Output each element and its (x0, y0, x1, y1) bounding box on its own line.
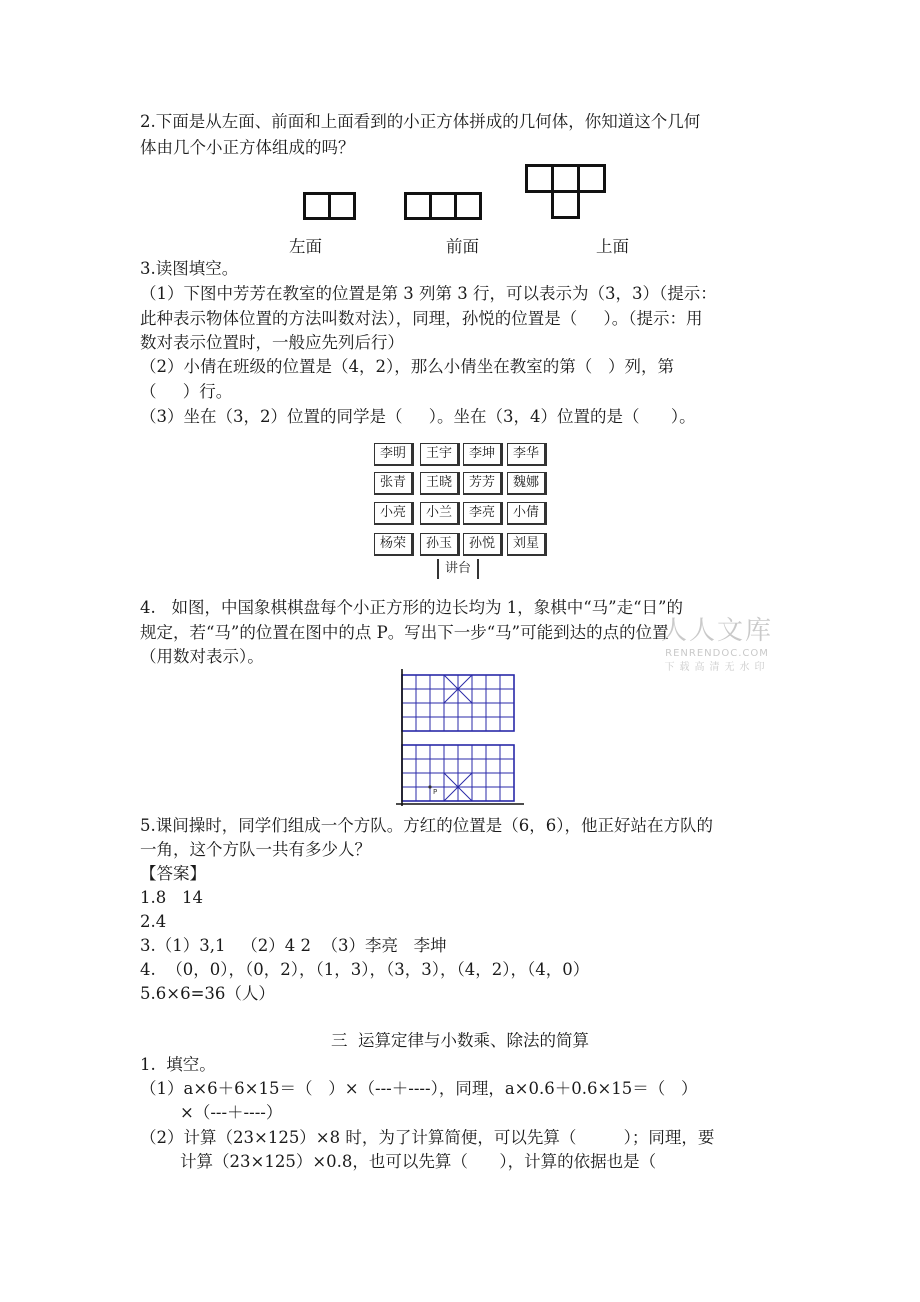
q5-line1: 5.课间操时，同学们组成一个方队。方红的位置是（6，6），他正好站在方队的 (140, 816, 713, 835)
q5-line2: 一角，这个方队一共有多少人？ (140, 840, 371, 859)
q3-part1-line2: 此种表示物体位置的方法叫数对法），同理，孙悦的位置是（ ）。（提示：用 (140, 309, 703, 328)
seat-r4-c3: 孙悦 (463, 533, 503, 556)
section3-sub2-line1: （2）计算（23×125）×8 时，为了计算简便，可以先算（ ）；同理，要 (140, 1128, 715, 1147)
podium: 讲台 (437, 559, 479, 579)
q4-line2: 规定，若“马”的位置在图中的点 P。写出下一步“马”可能到达的点的位置 (140, 623, 669, 642)
label-front-view: 前面 (446, 237, 479, 256)
seat-r3-c2: 小兰 (420, 502, 460, 525)
q3-part2-line1: （2）小倩在班级的位置是（4，2），那么小倩坐在教室的第（ ）列，第 (140, 357, 674, 376)
seat-r3-c1: 小亮 (374, 502, 414, 525)
q3-part1-line3: 数对表示位置时，一般应先列后行） (140, 333, 404, 352)
view-front-figure (404, 192, 483, 220)
q3-part3: （3）坐在（3，2）位置的同学是（ ）。坐在（3，4）位置的是（ ）。 (140, 407, 696, 426)
seat-r2-c4: 魏娜 (507, 472, 547, 495)
answer-5: 5.6×6=36（人） (140, 984, 275, 1003)
watermark-brand: 人人文库 (660, 616, 773, 646)
section3-sub1-line1: （1）a×6＋6×15＝（ ）×（---＋----），同理，a×0.6＋0.6×15＝（ ） (140, 1079, 698, 1098)
section3-q1: 1. 填空。 (140, 1055, 216, 1074)
point-p-label: P (433, 788, 438, 796)
seat-r1-c4: 李华 (507, 443, 547, 466)
answers-header: 【答案】 (140, 864, 206, 883)
chess-board-figure (394, 667, 524, 807)
seat-r1-c1: 李明 (374, 443, 414, 466)
seat-r2-c3: 芳芳 (463, 472, 503, 495)
label-left-view: 左面 (289, 237, 322, 256)
seat-r1-c2: 王宇 (420, 443, 460, 466)
seat-r2-c2: 王晓 (420, 472, 460, 495)
section3-sub2-line2: 计算（23×125）×0.8，也可以先算（ ），计算的依据也是（ (180, 1152, 657, 1171)
q2-text-line2: 体由几个小正方体组成的吗？ (140, 138, 355, 157)
q3-part1-line1: （1）下图中芳芳在教室的位置是第 3 列第 3 行，可以表示为（3，3）（提示： (140, 284, 717, 303)
label-top-view: 上面 (596, 237, 629, 256)
watermark-url: RENRENDOC.COM (665, 648, 769, 659)
seat-r1-c3: 李坤 (463, 443, 503, 466)
watermark (652, 615, 782, 675)
seat-r3-c3: 李亮 (463, 502, 503, 525)
q3-title: 3.读图填空。 (140, 259, 239, 278)
seat-r4-c4: 刘星 (507, 533, 547, 556)
answer-3: 3.（1）3,1 （2）4 2 （3）李亮 李坤 (140, 936, 447, 955)
q2-text-line1: 2.下面是从左面、前面和上面看到的小正方体拼成的几何体，你知道这个几何 (140, 112, 701, 131)
answer-1: 1.8 14 (140, 888, 203, 907)
answer-4: 4. （0，0），（0，2），（1，3），（3，3），（4，2），（4，0） (140, 960, 590, 979)
seat-r2-c1: 张青 (374, 472, 414, 495)
seat-r3-c4: 小倩 (507, 502, 547, 525)
answer-2: 2.4 (140, 912, 167, 931)
q4-line1: 4. 如图，中国象棋棋盘每个小正方形的边长均为 1，象棋中“马”走“日”的 (140, 598, 683, 617)
watermark-tagline: 下载高清无水印 (664, 662, 770, 673)
section3-title: 三 运算定律与小数乘、除法的简算 (331, 1031, 589, 1050)
view-top-figure (525, 164, 607, 220)
q3-part2-line2: （ ）行。 (140, 382, 233, 401)
seat-r4-c2: 孙玉 (420, 533, 460, 556)
q4-line3: （用数对表示）。 (140, 647, 264, 666)
section3-sub1-line2: ×（---＋----） (180, 1103, 283, 1122)
view-left-figure (303, 192, 357, 220)
seat-r4-c1: 杨荣 (374, 533, 414, 556)
